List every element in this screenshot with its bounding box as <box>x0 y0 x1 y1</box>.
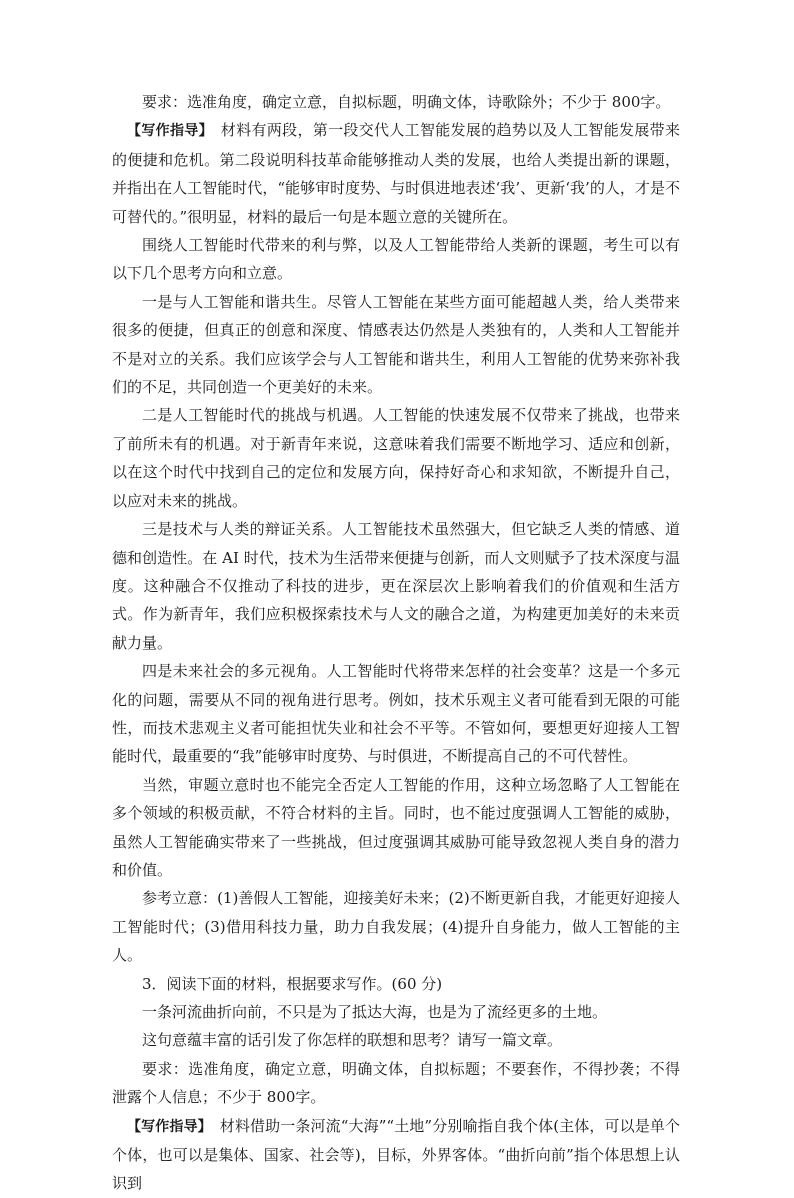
paragraph-1 <box>112 88 680 116</box>
paragraph-1-text: 要求：选准角度，确定立意，自拟标题，明确文体，诗歌除外；不少于 800字。 <box>142 93 671 111</box>
writing-guide-tag-2: 【写作指导】 <box>127 1118 212 1135</box>
paragraph-2 <box>112 116 680 231</box>
writing-guide-tag: 【写作指导】 <box>127 123 213 140</box>
paragraph-3 <box>112 231 680 288</box>
paragraph-7-text: 四是未来社会的多元视角。人工智能时代将带来怎样的社会变革？这是一个多元化的问题，需要从不同的视角进行思考。例如，技术乐观主义者可能看到无限的可能性，而技术悲观主义者可能担忧失业和社会不平等。不管如何，要想更好迎接人工智能时代，最重要的“我”能够审时度势、与时俱进，不断提高自己的不可代替性。 <box>112 662 680 766</box>
paragraph-8-text: 当然，审题立意时也不能完全否定人工智能的作用，这种立场忽略了人工智能在多个领域的积极贡献，不符合材料的主旨。同时，也不能过度强调人工智能的威胁，虽然人工智能确实带来了一些挑战，但过度强调其威胁可能导致忽视人类自身的潜力和价值。 <box>112 775 680 879</box>
paragraph-9 <box>112 884 680 969</box>
document-page <box>112 88 680 1198</box>
paragraph-8 <box>112 771 680 885</box>
paragraph-14 <box>112 1112 680 1198</box>
paragraph-10-text: 3．阅读下面的材料，根据要求写作。(60 分) <box>142 974 443 993</box>
paragraph-11-text: 一条河流曲折向前，不只是为了抵达大海，也是为了流经更多的土地。 <box>142 1003 608 1021</box>
paragraph-7 <box>112 657 680 771</box>
paragraph-9-text: 参考立意：(1)善假人工智能，迎接美好未来；(2)不断更新自我，才能更好迎接人工智能时代；(3)借用科技力量，助力自我发展；(4)提升自身能力，做人工智能的主人。 <box>112 889 680 965</box>
paragraph-3-text: 围绕人工智能时代带来的利与弊，以及人工智能带给人类新的课题，考生可以有以下几个思考方向和立意。 <box>112 236 680 283</box>
paragraph-14-text: 材料借助一条河流“大海”“土地”分别喻指自我个体(主体，可以是单个个体，也可以是集体、国家、社会等)，目标，外界客体。“曲折向前”指个体思想上认识到 <box>112 1116 681 1193</box>
paragraph-4 <box>112 288 680 402</box>
paragraph-13-text: 要求：选准角度，确定立意，明确文体，自拟标题；不要套作，不得抄袭；不得泄露个人信息；不少于 800字。 <box>112 1059 680 1107</box>
paragraph-11 <box>112 998 680 1026</box>
paragraph-12 <box>112 1026 680 1054</box>
paragraph-12-text: 这句意蕴丰富的话引发了你怎样的联想和思考？请写一篇文章。 <box>142 1031 563 1050</box>
paragraph-13 <box>112 1055 680 1112</box>
paragraph-5-text: 二是人工智能时代的挑战与机遇。人工智能的快速发展不仅带来了挑战，也带来了前所未有的机遇。对于新青年来说，这意味着我们需要不断地学习、适应和创新，以在这个时代中找到自己的定位和发展方向，保持好奇心和求知欲，不断提升自己，以应对未来的挑战。 <box>112 406 680 510</box>
paragraph-4-text: 一是与人工智能和谐共生。尽管人工智能在某些方面可能超越人类，给人类带来很多的便捷，但真正的创意和深度、情感表达仍然是人类独有的，人类和人工智能并不是对立的关系。我们应该学会与人工智能和谐共生，利用人工智能的优势来弥补我们的不足，共同创造一个更美好的未来。 <box>112 292 680 397</box>
paragraph-6 <box>112 515 680 657</box>
paragraph-10 <box>112 970 680 998</box>
paragraph-6-text: 三是技术与人类的辩证关系。人工智能技术虽然强大，但它缺乏人类的情感、道德和创造性。在 AI 时代，技术为生活带来便捷与创新，而人文则赋予了技术深度与温度。这种融合不仅推动了科技的进步，更在深层次上影响着我们的价值观和生活方式。作为新青年，我们应积极探索技术与人文的融合之道，为构建更加美好的未来贡献力量。 <box>112 520 680 652</box>
paragraph-2-text: 材料有两段，第一段交代人工智能发展的趋势以及人工智能发展带来的便捷和危机。第二段说明科技革命能够推动人类的发展，也给人类提出新的课题，并指出在人工智能时代，“能够审时度势、与时俱进地表述‘我’、更新‘我’的人，才是不可替代的。”很明显，材料的最后一句是本题立意的关键所在。 <box>112 121 680 226</box>
paragraph-5 <box>112 401 680 515</box>
